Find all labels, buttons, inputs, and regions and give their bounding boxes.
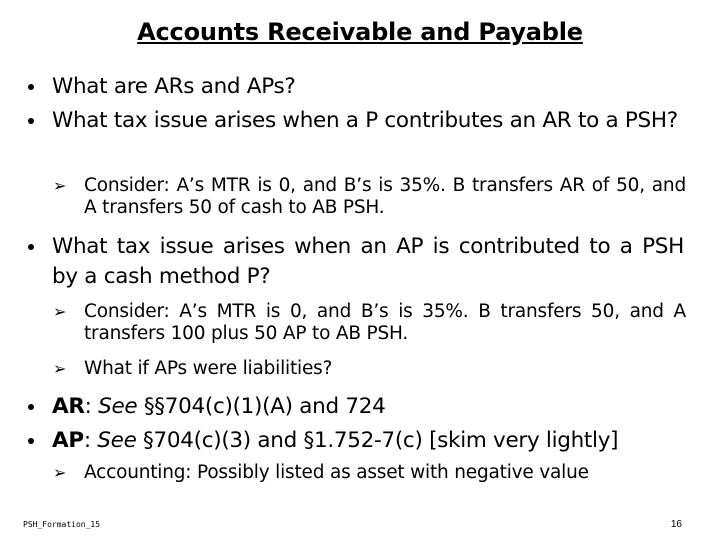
- ar-citation: §§704(c)(1)(A) and 724: [143, 394, 386, 419]
- ar-label: AR: [52, 394, 85, 419]
- arrow-bullet-icon: ➢: [53, 302, 67, 321]
- bullet-dot-icon: [26, 402, 36, 412]
- bullet-dot-icon: [26, 436, 36, 446]
- bullet-ar-contribution: What tax issue arises when a P contributes an AR to a PSH?: [52, 108, 678, 133]
- sub-bullet-accounting: Accounting: Possibly listed as asset with negative value: [84, 462, 589, 483]
- see-signal: See: [98, 394, 138, 419]
- ap-label: AP: [52, 428, 84, 453]
- bullet-ar-reference: AR: See §§704(c)(1)(A) and 724: [52, 394, 386, 419]
- arrow-bullet-icon: ➢: [53, 463, 67, 482]
- sub-bullet-ap-liabilities: What if APs were liabilities?: [84, 358, 333, 379]
- sub-bullet-ap-example: Consider: A’s MTR is 0, and B’s is 35%. B transfers 50, and A transfers 100 plus 50 AP to AB PSH.: [84, 301, 686, 344]
- bullet-dot-icon: [26, 242, 36, 252]
- bullet-ap-reference: AP: See §704(c)(3) and §1.752-7(c) [skim very lightly]: [52, 428, 619, 453]
- slide-title: Accounts Receivable and Payable: [137, 18, 583, 46]
- bullet-dot-icon: [26, 82, 36, 92]
- arrow-bullet-icon: ➢: [53, 176, 67, 195]
- bullet-ap-contribution: What tax issue arises when an AP is contributed to a PSH by a cash method P?: [52, 234, 684, 289]
- arrow-bullet-icon: ➢: [53, 359, 67, 378]
- bullet-ars-aps: What are ARs and APs?: [52, 74, 296, 99]
- see-signal: See: [97, 428, 137, 453]
- sub-bullet-ar-example: Consider: A’s MTR is 0, and B’s is 35%. B transfers AR of 50, and A transfers 50 of cash to AB PSH.: [84, 175, 686, 218]
- ap-citation: §704(c)(3) and §1.752-7(c) [skim very lightly]: [143, 428, 619, 453]
- footer-filename: PSH_Formation_15: [23, 520, 101, 529]
- page-number: 16: [670, 519, 682, 530]
- bullet-dot-icon: [26, 116, 36, 126]
